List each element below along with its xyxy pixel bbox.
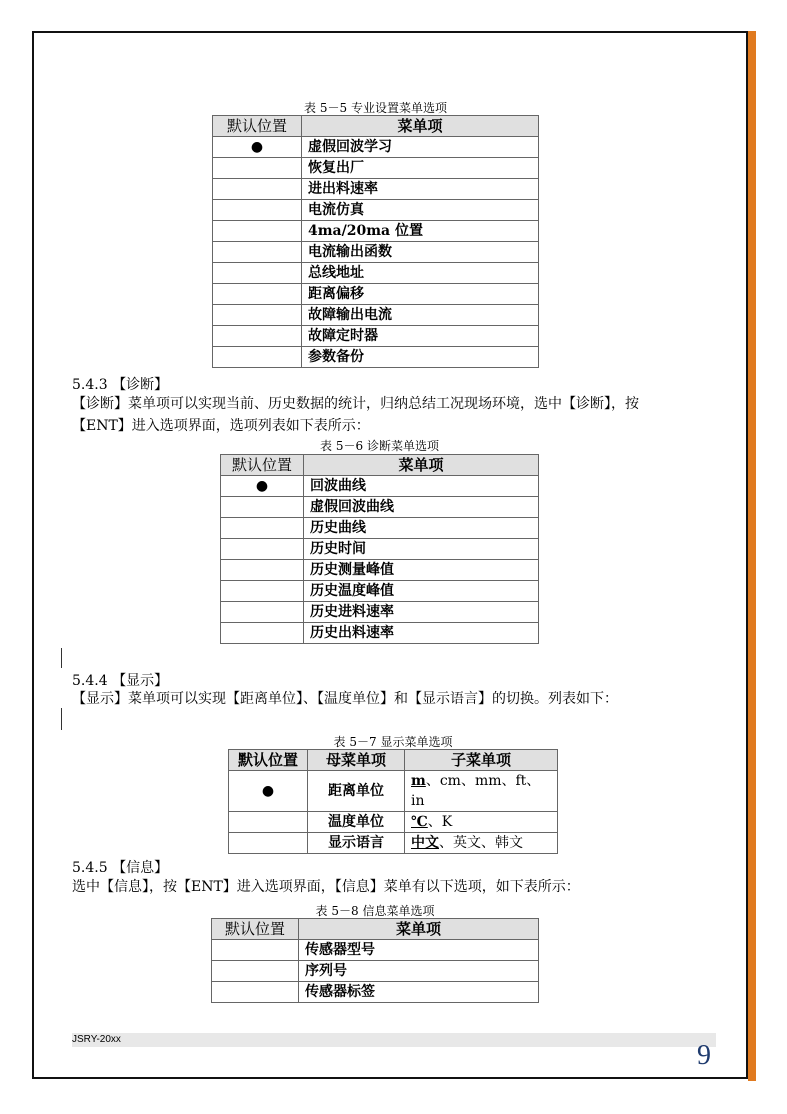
section-heading-display: 5.4.4 【显示】 xyxy=(72,673,169,689)
table-row xyxy=(212,940,539,961)
table-row xyxy=(213,221,539,242)
parent-item: 显示语言 xyxy=(308,833,405,854)
menu-item: 故障输出电流 xyxy=(302,305,539,326)
table-row xyxy=(221,539,539,560)
paragraph-line: 【诊断】菜单项可以实现当前、历史数据的统计，归纳总结工况现场环境，选中【诊断】，按 xyxy=(72,396,639,412)
menu-item: 恢复出厂 xyxy=(302,158,539,179)
header-default-position: 默认位置 xyxy=(213,116,302,137)
menu-item: 传感器型号 xyxy=(299,940,539,961)
table-row xyxy=(213,284,539,305)
header-parent-item: 母菜单项 xyxy=(308,750,405,771)
parent-item: 距离单位 xyxy=(308,771,405,812)
menu-item: 电流输出函数 xyxy=(302,242,539,263)
menu-item: 传感器标签 xyxy=(299,982,539,1003)
table-row xyxy=(229,833,558,854)
table-row xyxy=(213,137,539,158)
footer-strip xyxy=(72,1033,716,1047)
table-row xyxy=(221,518,539,539)
section-heading-diagnosis: 5.4.3 【诊断】 xyxy=(72,377,169,393)
header-default-position: 默认位置 xyxy=(212,919,299,940)
default-marker: ● xyxy=(213,137,302,158)
menu-item: 历史出料速率 xyxy=(304,623,539,644)
header-default-position: 默认位置 xyxy=(221,455,304,476)
table-row xyxy=(221,623,539,644)
header-child-item: 子菜单项 xyxy=(405,750,558,771)
paragraph-display xyxy=(72,688,732,710)
menu-item: 回波曲线 xyxy=(304,476,539,497)
header-menu-item: 菜单项 xyxy=(302,116,539,137)
paragraph-line: 选中【信息】，按【ENT】进入选项界面，【信息】菜单有以下选项，如下表所示： xyxy=(72,879,580,895)
menu-item: 电流仿真 xyxy=(302,200,539,221)
table-row xyxy=(213,263,539,284)
child-rest: 、K xyxy=(427,814,453,830)
table-row xyxy=(221,560,539,581)
table-row xyxy=(213,158,539,179)
table-5-5-caption: 表 5－5 专业设置菜单选项 xyxy=(304,101,447,115)
paragraph-info xyxy=(72,876,732,898)
table-row xyxy=(229,812,558,833)
paragraph-line: 【ENT】进入选项界面，选项列表如下表所示： xyxy=(72,418,370,434)
default-marker: ● xyxy=(229,771,308,812)
table-row xyxy=(221,497,539,518)
table-row xyxy=(213,242,539,263)
child-items xyxy=(405,812,558,833)
table-row xyxy=(212,982,539,1003)
table-5-8 xyxy=(211,918,539,1003)
table-row xyxy=(229,771,558,812)
menu-item: 序列号 xyxy=(299,961,539,982)
table-row xyxy=(221,602,539,623)
child-items xyxy=(405,833,558,854)
paragraph-line: 【显示】菜单项可以实现【距离单位】、【温度单位】和【显示语言】的切换。列表如下： xyxy=(72,691,618,707)
menu-item: 4ma/20ma 位置 xyxy=(302,221,539,242)
table-5-7 xyxy=(228,749,558,854)
section-heading-info: 5.4.5 【信息】 xyxy=(72,860,169,876)
table-row xyxy=(213,347,539,368)
parent-item: 温度单位 xyxy=(308,812,405,833)
header-menu-item: 菜单项 xyxy=(304,455,539,476)
table-5-6-caption: 表 5－6 诊断菜单选项 xyxy=(320,439,439,453)
menu-item: 历史时间 xyxy=(304,539,539,560)
table-5-5 xyxy=(212,115,539,368)
paragraph-diagnosis xyxy=(72,393,732,437)
table-row xyxy=(221,476,539,497)
menu-item: 历史测量峰值 xyxy=(304,560,539,581)
table-row xyxy=(213,305,539,326)
child-default: 中文 xyxy=(411,835,439,851)
child-rest: 、cm、mm、ft、in xyxy=(411,773,541,809)
menu-item: 故障定时器 xyxy=(302,326,539,347)
child-items xyxy=(405,771,558,812)
revision-bar xyxy=(61,708,62,730)
menu-item: 进出料速率 xyxy=(302,179,539,200)
menu-item: 虚假回波学习 xyxy=(302,137,539,158)
page-number: 9 xyxy=(697,1040,711,1071)
table-5-8-caption: 表 5－8 信息菜单选项 xyxy=(315,904,435,918)
table-5-7-caption: 表 5－7 显示菜单选项 xyxy=(333,735,453,749)
table-5-6 xyxy=(220,454,539,644)
menu-item: 距离偏移 xyxy=(302,284,539,305)
table-row xyxy=(221,581,539,602)
menu-item: 虚假回波曲线 xyxy=(304,497,539,518)
menu-item: 历史温度峰值 xyxy=(304,581,539,602)
header-menu-item: 菜单项 xyxy=(299,919,539,940)
header-default-position: 默认位置 xyxy=(229,750,308,771)
table-row xyxy=(213,179,539,200)
table-row xyxy=(212,961,539,982)
footer-doc-id: JSRY-20xx xyxy=(72,1034,121,1045)
menu-item: 参数备份 xyxy=(302,347,539,368)
table-row xyxy=(213,326,539,347)
child-rest: 、英文、韩文 xyxy=(439,835,523,851)
default-marker: ● xyxy=(221,476,304,497)
menu-item: 总线地址 xyxy=(302,263,539,284)
child-default: ℃ xyxy=(411,814,428,830)
page-edge-bar xyxy=(748,31,756,1081)
table-row xyxy=(213,200,539,221)
menu-item: 历史曲线 xyxy=(304,518,539,539)
menu-item: 历史进料速率 xyxy=(304,602,539,623)
revision-bar xyxy=(61,648,62,668)
child-default: m xyxy=(411,773,426,789)
